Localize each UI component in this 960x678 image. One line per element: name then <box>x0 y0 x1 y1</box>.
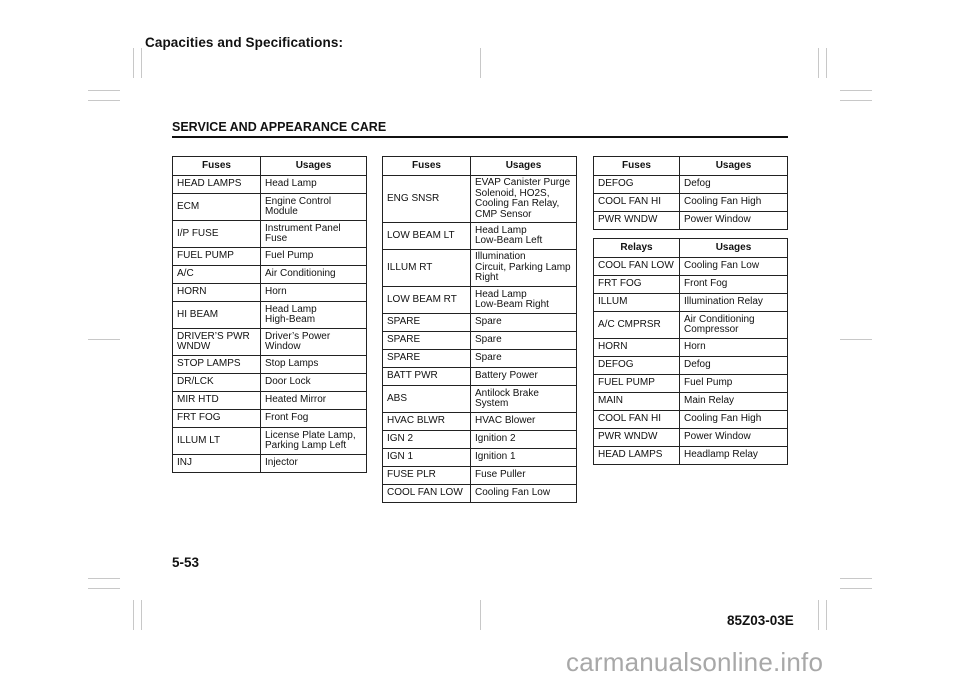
crop-mark <box>88 90 120 91</box>
cell-usage: Front Fog <box>680 276 788 294</box>
table-row <box>383 449 577 467</box>
cell-usage: Illumination Relay <box>680 294 788 312</box>
cell-usage: Cooling Fan Low <box>471 485 577 503</box>
table-row <box>173 248 367 266</box>
table-row <box>173 392 367 410</box>
cell-usage: Injector <box>261 455 367 473</box>
cell-usage: Air Conditioning <box>261 266 367 284</box>
cell-name: I/P FUSE <box>173 221 261 248</box>
crop-mark <box>480 600 481 630</box>
cell-usage: Driver’s Power Window <box>261 329 367 356</box>
cell-usage: Fuel Pump <box>261 248 367 266</box>
table-row <box>383 287 577 314</box>
cell-name: DEFOG <box>594 357 680 375</box>
crop-mark <box>133 48 134 78</box>
cell-usage: HVAC Blower <box>471 413 577 431</box>
crop-mark <box>88 588 120 589</box>
cell-name: ABS <box>383 386 471 413</box>
relay-table <box>593 238 788 465</box>
crop-mark <box>818 48 819 78</box>
cell-name: LOW BEAM LT <box>383 223 471 250</box>
cell-usage: License Plate Lamp, Parking Lamp Left <box>261 428 367 455</box>
cell-usage: Head Lamp <box>261 176 367 194</box>
cell-usage: Main Relay <box>680 393 788 411</box>
cell-name: FUSE PLR <box>383 467 471 485</box>
cell-name: HI BEAM <box>173 302 261 329</box>
cell-name: ILLUM <box>594 294 680 312</box>
cell-name: A/C CMPRSR <box>594 312 680 339</box>
table-row <box>173 428 367 455</box>
table-row <box>594 375 788 393</box>
section-title: SERVICE AND APPEARANCE CARE <box>172 120 387 134</box>
crop-mark <box>480 48 481 78</box>
watermark: carmanualsonline.info <box>566 647 824 677</box>
cell-usage: Spare <box>471 314 577 332</box>
cell-name: COOL FAN LOW <box>594 258 680 276</box>
crop-mark <box>826 600 827 630</box>
table-row <box>594 411 788 429</box>
column-header-usage: Usages <box>680 157 788 176</box>
table-row <box>383 467 577 485</box>
cell-name: PWR WNDW <box>594 212 680 230</box>
table-row <box>594 393 788 411</box>
cell-usage: Head Lamp Low-Beam Right <box>471 287 577 314</box>
table-header-row <box>173 157 367 176</box>
cell-name: FRT FOG <box>594 276 680 294</box>
cell-usage: Cooling Fan High <box>680 194 788 212</box>
crop-mark <box>840 588 872 589</box>
cell-usage: Heated Mirror <box>261 392 367 410</box>
column-header-name: Fuses <box>173 157 261 176</box>
cell-name: HORN <box>173 284 261 302</box>
page-number: 5-53 <box>172 555 200 570</box>
column-header-name: Relays <box>594 239 680 258</box>
crop-mark <box>840 339 872 340</box>
cell-name: LOW BEAM RT <box>383 287 471 314</box>
table-row <box>383 368 577 386</box>
cell-usage: Engine Control Module <box>261 194 367 221</box>
cell-usage: Spare <box>471 350 577 368</box>
table-row <box>594 194 788 212</box>
cell-usage: Door Lock <box>261 374 367 392</box>
fuse-table-3 <box>593 156 788 230</box>
table-row <box>594 429 788 447</box>
crop-mark <box>88 100 120 101</box>
table-row <box>594 294 788 312</box>
table-row <box>173 374 367 392</box>
cell-name: INJ <box>173 455 261 473</box>
crop-mark <box>141 600 142 630</box>
cell-usage: Power Window <box>680 429 788 447</box>
column-header-usage: Usages <box>471 157 577 176</box>
cell-name: HEAD LAMPS <box>594 447 680 465</box>
cell-name: ECM <box>173 194 261 221</box>
cell-name: HVAC BLWR <box>383 413 471 431</box>
table-row <box>594 357 788 375</box>
column-header-name: Fuses <box>383 157 471 176</box>
cell-usage: Battery Power <box>471 368 577 386</box>
cell-name: COOL FAN LOW <box>383 485 471 503</box>
crop-mark <box>818 600 819 630</box>
table-header-row <box>383 157 577 176</box>
cell-name: BATT PWR <box>383 368 471 386</box>
table-row <box>173 266 367 284</box>
crop-mark <box>133 600 134 630</box>
cell-usage: Air Conditioning Compressor <box>680 312 788 339</box>
table-row <box>383 386 577 413</box>
cell-usage: Horn <box>261 284 367 302</box>
cell-name: ENG SNSR <box>383 176 471 223</box>
cell-usage: Horn <box>680 339 788 357</box>
table-row <box>173 455 367 473</box>
table-row <box>594 258 788 276</box>
table-row <box>594 212 788 230</box>
cell-usage: Ignition 2 <box>471 431 577 449</box>
cell-name: IGN 2 <box>383 431 471 449</box>
table-row <box>383 485 577 503</box>
cell-name: HORN <box>594 339 680 357</box>
cell-usage: Defog <box>680 176 788 194</box>
crop-mark <box>88 578 120 579</box>
table-row <box>594 176 788 194</box>
crop-mark <box>840 90 872 91</box>
cell-usage: Spare <box>471 332 577 350</box>
table-row <box>383 314 577 332</box>
table-row <box>173 176 367 194</box>
crop-mark <box>840 578 872 579</box>
page-header-title: Capacities and Specifications: <box>145 35 344 50</box>
table-header-row <box>594 239 788 258</box>
cell-usage: Defog <box>680 357 788 375</box>
crop-mark <box>826 48 827 78</box>
table-row <box>173 284 367 302</box>
cell-usage: Power Window <box>680 212 788 230</box>
table-row <box>173 329 367 356</box>
cell-usage: Antilock Brake System <box>471 386 577 413</box>
column-header-name: Fuses <box>594 157 680 176</box>
cell-name: SPARE <box>383 332 471 350</box>
crop-mark <box>88 339 120 340</box>
cell-name: FRT FOG <box>173 410 261 428</box>
cell-usage: Stop Lamps <box>261 356 367 374</box>
table-row <box>383 223 577 250</box>
cell-name: ILLUM RT <box>383 250 471 287</box>
cell-name: PWR WNDW <box>594 429 680 447</box>
cell-name: DR/LCK <box>173 374 261 392</box>
cell-name: HEAD LAMPS <box>173 176 261 194</box>
table-row <box>594 276 788 294</box>
cell-name: SPARE <box>383 314 471 332</box>
table-row <box>383 176 577 223</box>
cell-name: A/C <box>173 266 261 284</box>
cell-name: SPARE <box>383 350 471 368</box>
cell-name: FUEL PUMP <box>173 248 261 266</box>
cell-name: STOP LAMPS <box>173 356 261 374</box>
document-code: 85Z03-03E <box>727 613 794 628</box>
table-row <box>594 339 788 357</box>
cell-name: IGN 1 <box>383 449 471 467</box>
cell-usage: Head Lamp High-Beam <box>261 302 367 329</box>
table-row <box>173 221 367 248</box>
column-header-usage: Usages <box>680 239 788 258</box>
cell-name: ILLUM LT <box>173 428 261 455</box>
cell-name: MIR HTD <box>173 392 261 410</box>
table-row <box>173 302 367 329</box>
fuse-table-2 <box>382 156 577 503</box>
cell-usage: Head Lamp Low-Beam Left <box>471 223 577 250</box>
cell-usage: Cooling Fan Low <box>680 258 788 276</box>
fuse-table-1 <box>172 156 367 473</box>
cell-usage: Fuse Puller <box>471 467 577 485</box>
table-header-row <box>594 157 788 176</box>
crop-mark <box>141 48 142 78</box>
cell-usage: Instrument Panel Fuse <box>261 221 367 248</box>
cell-name: COOL FAN HI <box>594 194 680 212</box>
table-row <box>383 431 577 449</box>
cell-usage: Cooling Fan High <box>680 411 788 429</box>
table-row <box>383 350 577 368</box>
cell-name: COOL FAN HI <box>594 411 680 429</box>
cell-name: FUEL PUMP <box>594 375 680 393</box>
cell-usage: Front Fog <box>261 410 367 428</box>
table-row <box>173 194 367 221</box>
cell-name: DEFOG <box>594 176 680 194</box>
cell-name: MAIN <box>594 393 680 411</box>
table-row <box>173 410 367 428</box>
cell-usage: Headlamp Relay <box>680 447 788 465</box>
cell-usage: Ignition 1 <box>471 449 577 467</box>
table-row <box>173 356 367 374</box>
cell-name: DRIVER’S PWR WNDW <box>173 329 261 356</box>
cell-usage: Fuel Pump <box>680 375 788 393</box>
cell-usage: Illumination Circuit, Parking Lamp Right <box>471 250 577 287</box>
table-row <box>383 250 577 287</box>
crop-mark <box>840 100 872 101</box>
table-row <box>383 332 577 350</box>
column-header-usage: Usages <box>261 157 367 176</box>
table-row <box>383 413 577 431</box>
section-divider <box>172 136 788 138</box>
table-row <box>594 312 788 339</box>
cell-usage: EVAP Canister Purge Solenoid, HO2S, Cooling Fan Relay, CMP Sensor <box>471 176 577 223</box>
table-row <box>594 447 788 465</box>
